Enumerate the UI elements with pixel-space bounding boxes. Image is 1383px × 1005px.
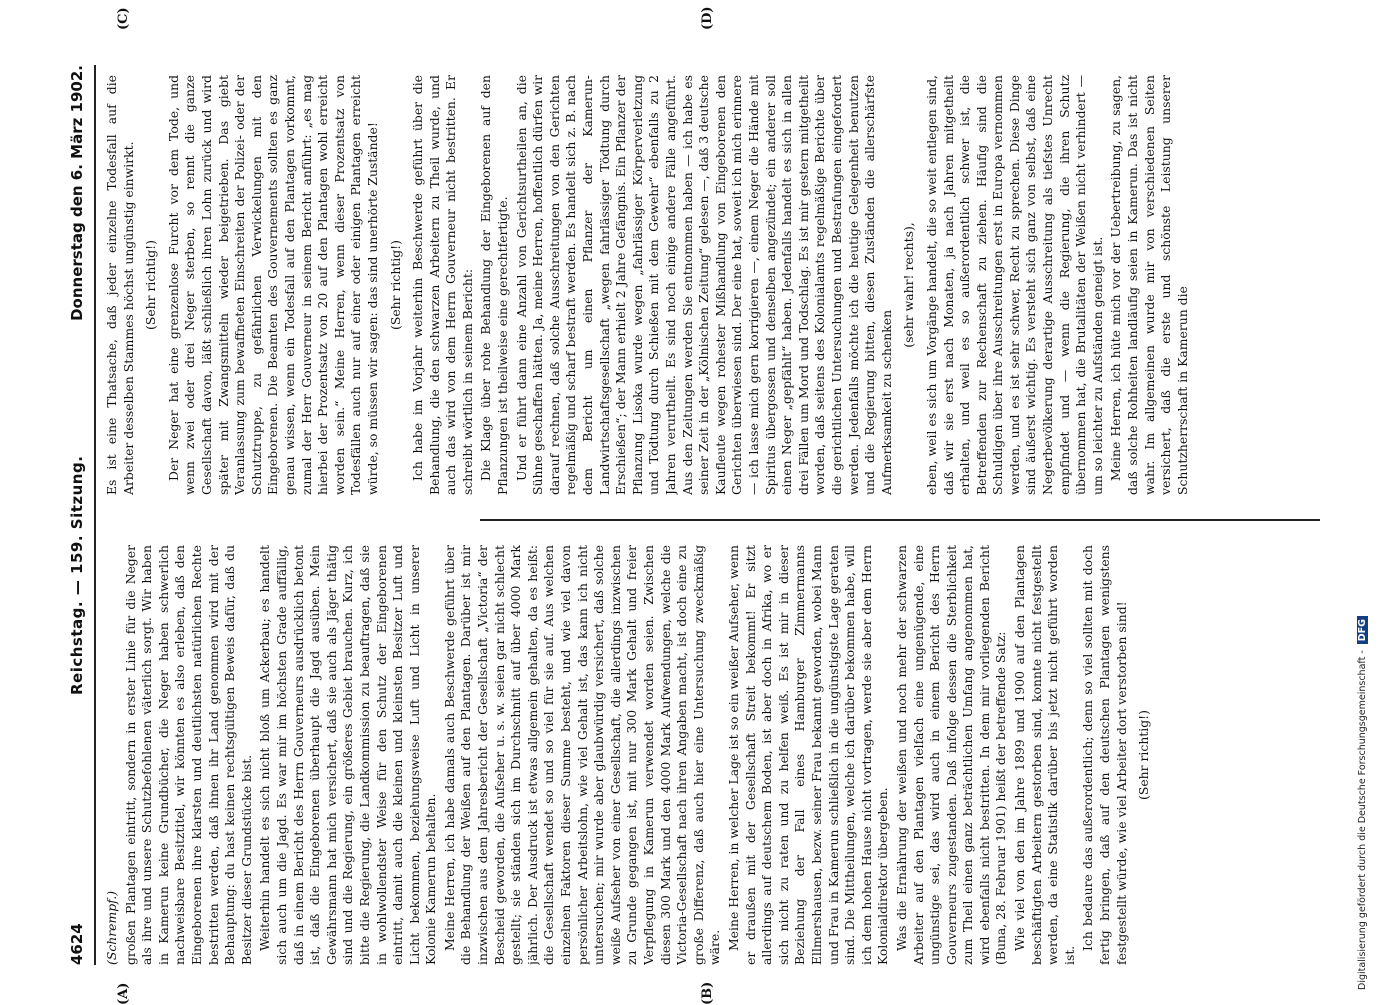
margin-marker-c: (C)	[116, 7, 131, 30]
paragraph: eben, weil es sich um Vorgänge handelt, die so weit entlegen sind, daß wir sie erst nach Monaten, ja nach Jahren mitgetheilt erhalten, und weil es so außerordentlich schwer ist, die Betreffenden zur Rechenschaft zu ziehen. Häufig sind die Schuldigen über ihre Ausschreitungen erst in Europa vernommen werden, und es ist sehr schwer, Recht zu sprechen. Diese Dinge sind äußerst wichtig. Es versteht sich ganz von selbst, daß eine Negerbevölkerung derartige Ausschreitung als tiefstes Unrecht empfindet und — wenn die Regierung, die ihren Schutz übernommen hat, die Brutalitäten der Weißen nicht verhindert — um so leichter zu Aufständen geneigt ist.	[923, 75, 1105, 495]
page-number: 4624	[68, 923, 86, 965]
paragraph: Der Neger hat eine grenzenlose Furcht vor dem Tode, und wenn zwei oder drei Neger sterben, so rennt die ganze Gesellschaft davon, läßt schließlich ihren Lohn zurück und wird später mit Zwangsmitteln wieder beigetrieben. Das giebt Veranlassung zum bewaffneten Einschreiten der Polizei- oder der Schutztruppe, zu gefährlichen Verwickelungen mit den Eingeborenen. Die Beamten des Gouvernements sollten es ganz genau wissen, wenn ein Todesfall auf den Plantagen vorkommt, zumal der Herr Gouverneur in seinem Bericht anführt: „es mag hierbei der Prozentsatz von 20 auf den Plantagen wohl erreicht worden sein.“ Meine Herren, wenn dieser Prozentsatz von Todesfällen auch nur auf einer oder einigen Plantagen erreicht würde, so müssen wir sagen: das sind unerhörte Zustände!	[165, 75, 380, 495]
rotated-page-content	[60, 6, 1320, 1005]
interjection: (Sehr richtig!)	[1136, 710, 1152, 800]
paragraph: Was die Ernährung der weißen und noch mehr der schwarzen Arbeiter auf den Plantagen vielfach eine ungenügende, eine ungünstige sei, das wird auch in einem Bericht des Herrn Gouverneurs zugestanden. Daß infolge dessen die Sterblichkeit zum Theil einen ganz beträchtlichen Umfang angenommen hat, wird ebenfalls nicht bestritten. In dem mir vorliegenden Bericht (Buna, 28. Februar 1901) heißt der betreffende Satz:	[893, 545, 1009, 965]
quoted-paragraph: Wie viel von den im Jahre 1899 und 1900 auf den Plantagen beschäftigten Arbeitern gestorben sind, konnte nicht festgestellt werden, da eine Statistik darüber bis jetzt nicht geführt worden ist.	[1012, 545, 1077, 965]
session-title: Reichstag. — 159. Sitzung.	[68, 455, 86, 695]
digitization-text: Digitalisierung gefördert durch die Deutsche Forschungsgemeinschaft -	[1357, 650, 1368, 990]
header-rule	[94, 65, 96, 965]
paragraph: Und er führt dann eine Anzahl von Gerichtsurtheilen an, die Sühne geschaffen hätten. Ja, meine Herren, hoffentlich dürfen wir darauf rechnen, daß solche Ausschreitungen von den Gerichten regelmäßig und scharf bestraft werden. Es handelt sich z. B. nach dem Bericht um einen Pflanzer der Kamerun-Landwirtschaftsgesellschaft „wegen fahrlässiger Tödtung durch Erschießen“; der Mann erhielt 2 Jahre Gefängnis. Ein Pflanzer der Pflanzung Lisoka wurde wegen „fahrlässiger Körperverletzung und Tödtung durch Schießen mit dem Gewehr“ ebenfalls zu 2 Jahren verurtheilt. Es sind noch einige andere Fälle angeführt. Aus den Zeitungen werden Sie entnommen haben — ich habe es seiner Zeit in der „Kölnischen Zeitung“ gelesen —, daß 3 deutsche Kaufleute wegen rohester Mißhandlung von Eingeborenen den Gerichten überwiesen sind. Der eine hat, soweit ich mich erinnere — ich lasse mich gern korrigieren —, einem Neger die Hände mit Spiritus übergossen und denselben angezündet; ein anderer soll einen Neger „gepfählt“ haben. Jedenfalls handelt es sich in allen drei Fällen um Mord und Todschlag. Es ist mir gestern mitgetheilt worden, daß seitens des Kolonialamts regelmäßige Berichte über die gerichtlichen Untersuchungen und Bestrafungen eingefordert werden. Jedenfalls möchte ich die heutige Gelegenheit benutzen und die Regierung bitten, diesen Zuständen die allerschärfste Aufmerksamkeit zu schenken	[513, 75, 894, 495]
paragraph: Meine Herren, ich habe damals auch Beschwerde geführt über die Behandlung der Weißen auf den Plantagen. Darüber ist mir inzwischen aus dem Jahresbericht der Gesellschaft „Victoria“ der Bescheid geworden, die Aufseher u. s. w. seien gar nicht schlecht gestellt; sie ständen sich im Durchschnitt auf über 4000 Mark jährlich. Der Ausdruck ist etwas allgemein gehalten, da es heißt: die Gesellschaft wendet so und so viel für sie auf. Aus welchen einzelnen Faktoren dieser Summe besteht, und wie viel davon persönlicher Arbeitslohn, wie viel Gehalt ist, das kann ich nicht untersuchen; mir wurde aber glaubwürdig versichert, daß solche weiße Aufseher von einer Gesellschaft, die allerdings inzwischen zu Grunde gegangen ist, mit nur 300 Mark Gehalt und freier Verpflegung in Kamerun verwendet worden seien. Zwischen diesen 300 Mark und den 4000 Mark Aufwendungen, welche die Victoria-Gesellschaft nach ihren Angaben macht, ist doch eine zu große Differenz, daß auch hier eine Untersuchung zweckmäßig wäre.	[441, 545, 723, 965]
paragraph: großen Plantagen eintritt, sondern in erster Linie für die Neger als ihre und unsere Schutzbefohlenen väterlich sorgt. Wir haben in Kamerun keine Grundbücher, die Neger haben schwerlich nachweisbare Besitztitel, wir könnten es also erleben, daß den Eingeborenen ihre klarsten und deutlichsten natürlichen Rechte bestritten werden, daß ihnen ihr Land genommen wird mit der Behauptung: du hast keinen rechtsgültigen Beweis dafür, daß du Besitzer dieser Grundstücke bist.	[122, 545, 254, 965]
digitization-note	[1357, 10, 1368, 990]
paragraph: Weiterhin handelt es sich nicht bloß um Ackerbau; es handelt sich auch um die Jagd. Es war mir im höchsten Grade auffällig, daß in einem Bericht des Herrn Gouverneurs ausdrücklich betont ist, daß die Eingeborenen überhaupt die Jagd ausüben. Mein Gewährsmann hat mich versichert, daß sie auch als Jäger thätig sind und die Regierung, ein größeres Gebiet brauchen. Kurz, ich bitte die Regierung, die Landkommission zu beauftragen, daß sie in wohlwollendster Weise für den Schutz der Eingeborenen eintritt, damit auch die kleinen und kleinsten Besitzer Luft und Licht bekommen, beziehungsweise Luft und Licht in unserer Kolonie Kamerun behalten.	[257, 545, 439, 965]
interjection: (Sehr richtig!)	[143, 240, 159, 330]
speaker-name: (Schrempf.)	[104, 890, 119, 965]
column-divider	[480, 519, 1320, 521]
left-column	[104, 545, 1314, 965]
interjection: (sehr wahr! rechts),	[901, 222, 917, 348]
paragraph: Meine Herren, in welcher Lage ist so ein weißer Aufseher, wenn er draußen mit der Gesellschaft Streit bekommt! Er sitzt allerdings auf deutschem Boden, ist aber doch in Afrika, wo er sich nicht zu raten und zu helfen weiß. Es ist mir in dieser Beziehung der Fall eines Hamburger Zimmermanns Ellmershausen, bezw. seiner Frau bekannt geworden, wobei Mann und Frau in Kamerun schließlich in die ungünstigste Lage geraten sind. Die Mittheilungen, welche ich darüber bekommen habe, will ich dem hohen Hause nicht vortragen, werde sie aber dem Herrn Kolonialdirektor übergeben.	[725, 545, 891, 965]
interjection: (Sehr richtig!)	[387, 240, 403, 330]
margin-marker-b: (B)	[700, 981, 715, 1005]
right-column	[104, 75, 1314, 495]
paragraph: Ich habe im Vorjahr weiterhin Beschwerde geführt über die Behandlung, die den schwarzen Arbeitern zu Theil wurde, und auch das wird von dem Herrn Gouverneur nicht bestritten. Er schreibt wörtlich in seinem Bericht:	[410, 75, 475, 495]
dfg-logo: DFG	[1357, 616, 1368, 644]
paragraph: Meine Herren, ich hüte mich vor der Uebertreibung, zu sagen, daß solche Rohheiten landläufig seien in Kamerun. Das ist nicht wahr. Im allgemeinen wurde mir von verschiedenen Seiten versichert, daß die erste und schönste Leistung unserer Schutzherrschaft in Kamerun die	[1108, 75, 1190, 495]
quoted-paragraph: Die Klage über rohe Behandlung der Eingeborenen auf den Pflanzungen ist theilweise eine gerechtfertigte.	[478, 75, 511, 495]
margin-marker-a: (A)	[116, 982, 131, 1005]
margin-marker-d: (D)	[700, 6, 715, 30]
session-date: Donnerstag den 6. März 1902.	[68, 65, 86, 321]
paragraph: Ich bedaure das außerordentlich; denn so viel sollten mit doch fertig bringen, daß auf den deutschen Plantagen wenigstens festgestellt würde, wie viel Arbeiter dort verstorben sind!	[1080, 545, 1129, 965]
paragraph: Es ist eine Thatsache, daß jeder einzelne Todesfall auf die Arbeiter desselben Stammes höchst ungünstig einwirkt.	[104, 75, 136, 495]
